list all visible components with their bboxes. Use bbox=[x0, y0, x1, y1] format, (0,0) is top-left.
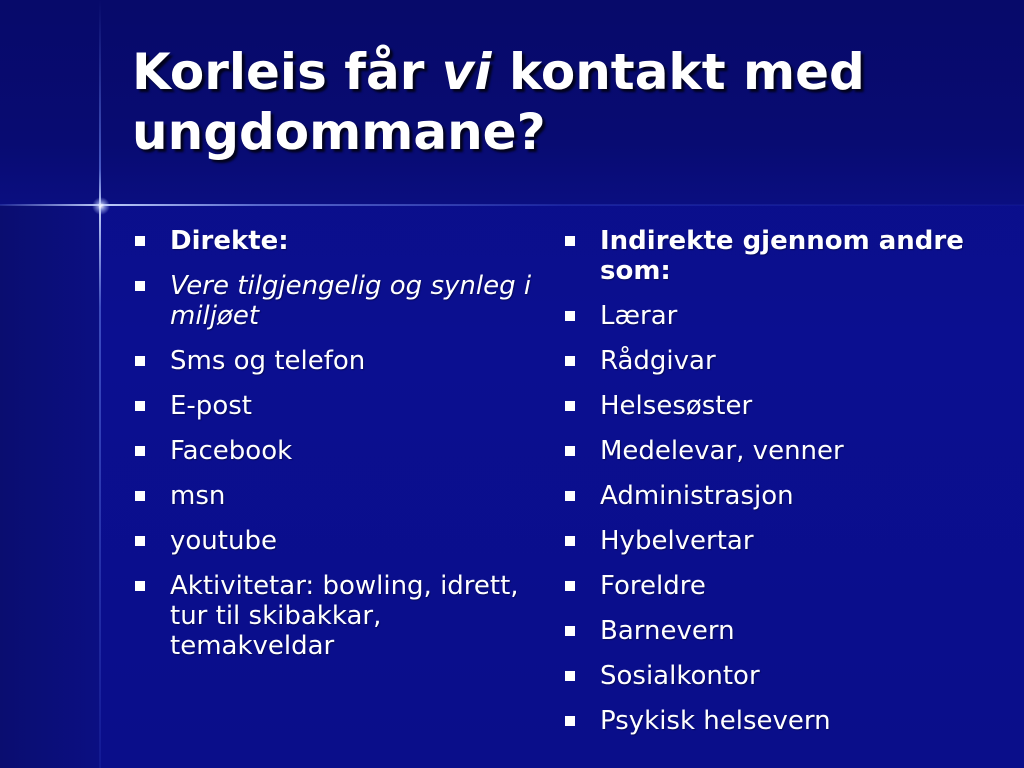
list-item bbox=[562, 706, 992, 736]
square-bullet-icon bbox=[135, 401, 145, 411]
square-bullet-icon bbox=[565, 356, 575, 366]
list-item bbox=[132, 571, 532, 661]
list-item-text: Direkte: bbox=[170, 226, 289, 256]
list-item-text: Aktivitetar: bowling, idrett, tur til skibakkar, temakveldar bbox=[170, 571, 519, 661]
list-item-text: Facebook bbox=[170, 436, 293, 466]
right-bullet-list bbox=[562, 226, 992, 751]
square-bullet-icon bbox=[565, 581, 575, 591]
list-item-text: Indirekte gjennom andre som: bbox=[600, 226, 964, 286]
list-item bbox=[562, 226, 992, 286]
list-item-text: Helsesøster bbox=[600, 391, 753, 421]
list-item-text: Medelevar, venner bbox=[600, 436, 844, 466]
sparkle-icon bbox=[92, 197, 110, 215]
list-item bbox=[562, 661, 992, 691]
list-item-text: Foreldre bbox=[600, 571, 706, 601]
list-item-text: Administrasjon bbox=[600, 481, 794, 511]
left-bullet-list bbox=[132, 226, 532, 676]
list-item bbox=[132, 226, 532, 256]
square-bullet-icon bbox=[135, 491, 145, 501]
list-item-text: msn bbox=[170, 481, 226, 511]
list-item bbox=[132, 391, 532, 421]
square-bullet-icon bbox=[565, 311, 575, 321]
slide-title bbox=[132, 42, 992, 162]
title-part-1: Korleis får bbox=[132, 43, 442, 101]
list-item-text: Sms og telefon bbox=[170, 346, 366, 376]
square-bullet-icon bbox=[135, 536, 145, 546]
square-bullet-icon bbox=[565, 491, 575, 501]
list-item bbox=[132, 436, 532, 466]
title-emphasis: vi bbox=[441, 43, 492, 101]
list-item bbox=[562, 391, 992, 421]
list-item-text: Psykisk helsevern bbox=[600, 706, 831, 736]
square-bullet-icon bbox=[565, 536, 575, 546]
list-item bbox=[132, 271, 532, 331]
list-item-text: Sosialkontor bbox=[600, 661, 760, 691]
square-bullet-icon bbox=[565, 626, 575, 636]
square-bullet-icon bbox=[135, 581, 145, 591]
square-bullet-icon bbox=[565, 401, 575, 411]
list-item bbox=[562, 571, 992, 601]
square-bullet-icon bbox=[135, 281, 145, 291]
list-item-text: Rådgivar bbox=[600, 346, 716, 376]
list-item-text: youtube bbox=[170, 526, 277, 556]
list-item bbox=[562, 481, 992, 511]
horizontal-accent-line bbox=[0, 204, 1024, 206]
square-bullet-icon bbox=[565, 236, 575, 246]
square-bullet-icon bbox=[135, 446, 145, 456]
list-item bbox=[562, 616, 992, 646]
list-item bbox=[562, 301, 992, 331]
list-item bbox=[132, 346, 532, 376]
square-bullet-icon bbox=[565, 671, 575, 681]
list-item bbox=[132, 526, 532, 556]
side-band bbox=[0, 205, 100, 768]
square-bullet-icon bbox=[135, 356, 145, 366]
list-item-text: Vere tilgjengelig og synleg i miljøet bbox=[170, 271, 532, 331]
vertical-accent-line bbox=[99, 0, 101, 768]
list-item bbox=[132, 481, 532, 511]
list-item-text: Lærar bbox=[600, 301, 678, 331]
list-item bbox=[562, 436, 992, 466]
list-item-text: Barnevern bbox=[600, 616, 735, 646]
list-item-text: Hybelvertar bbox=[600, 526, 754, 556]
square-bullet-icon bbox=[135, 236, 145, 246]
list-item bbox=[562, 526, 992, 556]
square-bullet-icon bbox=[565, 716, 575, 726]
list-item bbox=[562, 346, 992, 376]
list-item-text: E-post bbox=[170, 391, 252, 421]
title-part-2: kontakt med ungdommane? bbox=[132, 43, 865, 161]
square-bullet-icon bbox=[565, 446, 575, 456]
